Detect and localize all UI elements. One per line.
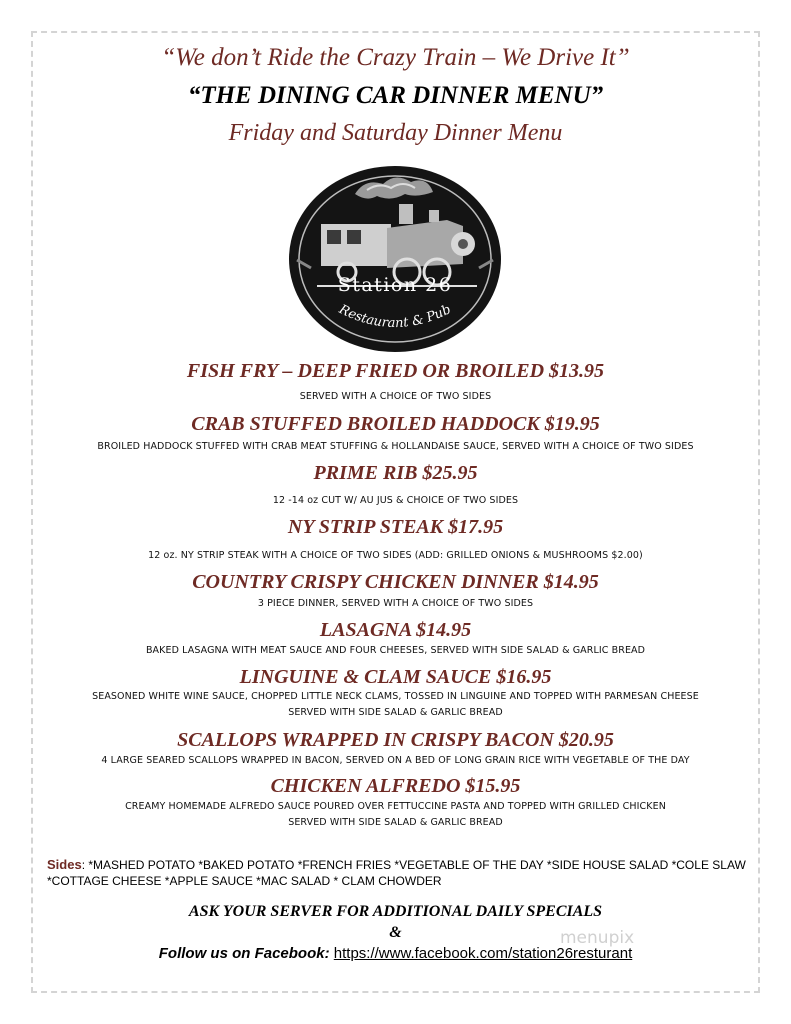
facebook-label: Follow us on Facebook:	[158, 945, 330, 962]
menu-item-description: SERVED WITH A CHOICE OF TWO SIDES	[299, 391, 492, 402]
facebook-link[interactable]: https://www.facebook.com/station26resturant	[333, 945, 633, 962]
logo-subtitle: Restaurant & Pub	[336, 302, 454, 332]
menu-item-title: SCALLOPS WRAPPED IN CRISPY BACON $20.95	[177, 729, 614, 751]
menu-item-description: SERVED WITH SIDE SALAD & GARLIC BREAD	[288, 707, 503, 718]
menu-item-description: 12 oz. NY STRIP STEAK WITH A CHOICE OF TWO SIDES (ADD: GRILLED ONIONS & MUSHROOMS $2.00)	[148, 550, 643, 561]
menu-item-title: CRAB STUFFED BROILED HADDOCK $19.95	[191, 413, 600, 435]
menu-item-description: 3 PIECE DINNER, SERVED WITH A CHOICE OF TWO SIDES	[257, 598, 534, 609]
menu-days-heading: Friday and Saturday Dinner Menu	[228, 120, 563, 146]
watermark: menupix	[560, 928, 635, 948]
logo-name: Station 26	[337, 274, 453, 296]
menu-item-description: BAKED LASAGNA WITH MEAT SAUCE AND FOUR CHEESES, SERVED WITH SIDE SALAD & GARLIC BREAD	[145, 645, 646, 656]
menu-item-description: 4 LARGE SEARED SCALLOPS WRAPPED IN BACON, SERVED ON A BED OF LONG GRAIN RICE WITH VEGETABLE OF THE DAY	[101, 755, 690, 766]
ampersand: &	[389, 924, 402, 941]
tagline: “We don’t Ride the Crazy Train – We Drive It”	[161, 44, 630, 71]
menu-item-description: SEASONED WHITE WINE SAUCE, CHOPPED LITTLE NECK CLAMS, TOSSED IN LINGUINE AND TOPPED WITH PARMESAN CHEESE	[92, 691, 699, 702]
station-26-logo	[287, 164, 503, 354]
sides-list	[47, 857, 747, 889]
menu-title: “THE DINING CAR DINNER MENU”	[187, 82, 604, 109]
menu-item-title: NY STRIP STEAK $17.95	[287, 516, 504, 538]
menu-item-description: 12 -14 oz CUT W/ AU JUS & CHOICE OF TWO SIDES	[272, 495, 519, 506]
sides-text: : *MASHED POTATO *BAKED POTATO *FRENCH FRIES *VEGETABLE OF THE DAY *SIDE HOUSE SALAD *COLE SLAW *COTTAGE CHEESE *APPLE SAUCE *MAC SALAD * CLAM CHOWDER	[47, 858, 746, 888]
menu-item-description: BROILED HADDOCK STUFFED WITH CRAB MEAT STUFFING & HOLLANDAISE SAUCE, SERVED WITH A CHOICE OF TWO SIDES	[97, 441, 694, 452]
menu-item-description: CREAMY HOMEMADE ALFREDO SAUCE POURED OVER FETTUCCINE PASTA AND TOPPED WITH GRILLED CHICKEN	[125, 801, 666, 812]
specials-note: ASK YOUR SERVER FOR ADDITIONAL DAILY SPECIALS	[188, 903, 603, 920]
menu-item-title: CHICKEN ALFREDO $15.95	[270, 775, 521, 797]
sides-label: Sides	[47, 857, 82, 872]
menu-item-title: LASAGNA $14.95	[319, 619, 472, 641]
facebook-line	[0, 945, 791, 962]
menu-item-title: COUNTRY CRISPY CHICKEN DINNER $14.95	[192, 571, 599, 593]
menu-item-title: LINGUINE & CLAM SAUCE $16.95	[239, 666, 552, 688]
menu-item-description: SERVED WITH SIDE SALAD & GARLIC BREAD	[288, 817, 503, 828]
menu-item-title: PRIME RIB $25.95	[313, 462, 478, 484]
menu-item-title: FISH FRY – DEEP FRIED OR BROILED $13.95	[186, 360, 605, 382]
